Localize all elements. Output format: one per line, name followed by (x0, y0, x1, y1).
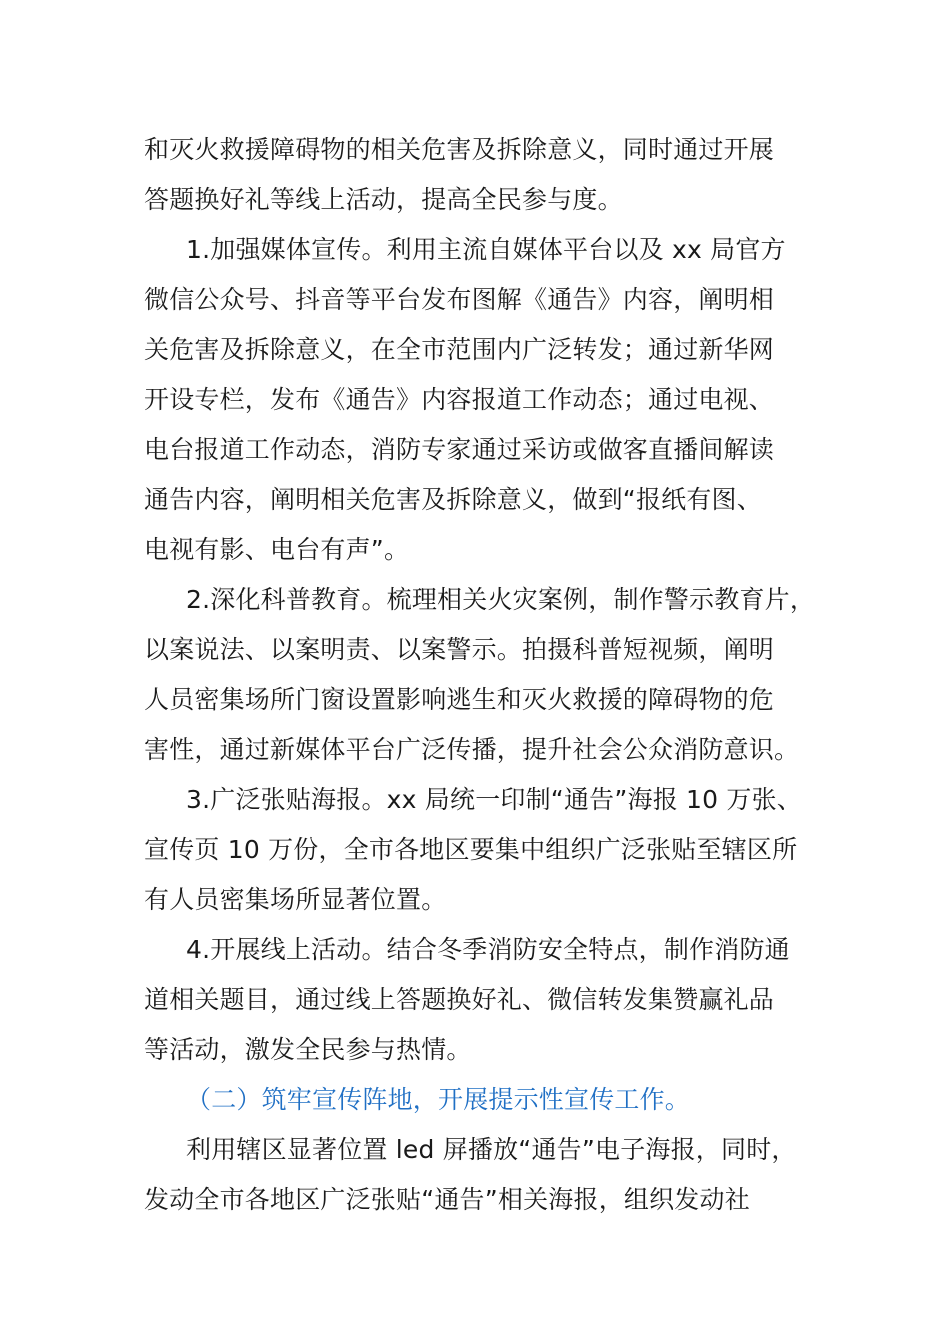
section-heading: （二）筑牢宣传阵地，开展提示性宣传工作。 (186, 1085, 691, 1114)
body-text-line: 宣传页 10 万份，全市各地区要集中组织广泛张贴至辖区所 (144, 835, 798, 864)
body-text-line: 等活动，激发全民参与热情。 (144, 1035, 472, 1064)
body-text-line: 利用辖区显著位置 led 屏播放“通告”电子海报，同时， (186, 1135, 797, 1164)
list-item-media-title: 1.加强媒体宣传。利用主流自媒体平台以及 xx 局官方 (186, 235, 786, 264)
body-text-line: 和灭火救援障碍物的相关危害及拆除意义，同时通过开展 (144, 135, 775, 164)
body-text-line: 有人员密集场所显著位置。 (144, 885, 447, 914)
body-text-line: 电台报道工作动态，消防专家通过采访或做客直播间解读 (144, 435, 775, 464)
list-item-poster-title: 3.广泛张贴海报。xx 局统一印制“通告”海报 10 万张、 (186, 785, 802, 814)
body-text-line: 关危害及拆除意义，在全市范围内广泛转发；通过新华网 (144, 335, 775, 364)
body-text-line: 以案说法、以案明责、以案警示。拍摄科普短视频，阐明 (144, 635, 775, 664)
body-text-line: 道相关题目，通过线上答题换好礼、微信转发集赞赢礼品 (144, 985, 775, 1014)
list-item-online-title: 4.开展线上活动。结合冬季消防安全特点，制作消防通 (186, 935, 790, 964)
body-text-line: 发动全市各地区广泛张贴“通告”相关海报，组织发动社 (144, 1185, 750, 1214)
list-item-education-title: 2.深化科普教育。梳理相关火灾案例，制作警示教育片， (186, 585, 816, 614)
body-text-line: 答题换好礼等线上活动，提高全民参与度。 (144, 185, 623, 214)
body-text-line: 微信公众号、抖音等平台发布图解《通告》内容，阐明相 (144, 285, 775, 314)
body-text-line: 人员密集场所门窗设置影响逃生和灭火救援的障碍物的危 (144, 685, 775, 714)
body-text-line: 害性，通过新媒体平台广泛传播，提升社会公众消防意识。 (144, 735, 800, 764)
body-text-line: 通告内容，阐明相关危害及拆除意义，做到“报纸有图、 (144, 485, 762, 514)
body-text-line: 开设专栏，发布《通告》内容报道工作动态；通过电视、 (144, 385, 775, 414)
body-text-line: 电视有影、电台有声”。 (144, 535, 410, 564)
